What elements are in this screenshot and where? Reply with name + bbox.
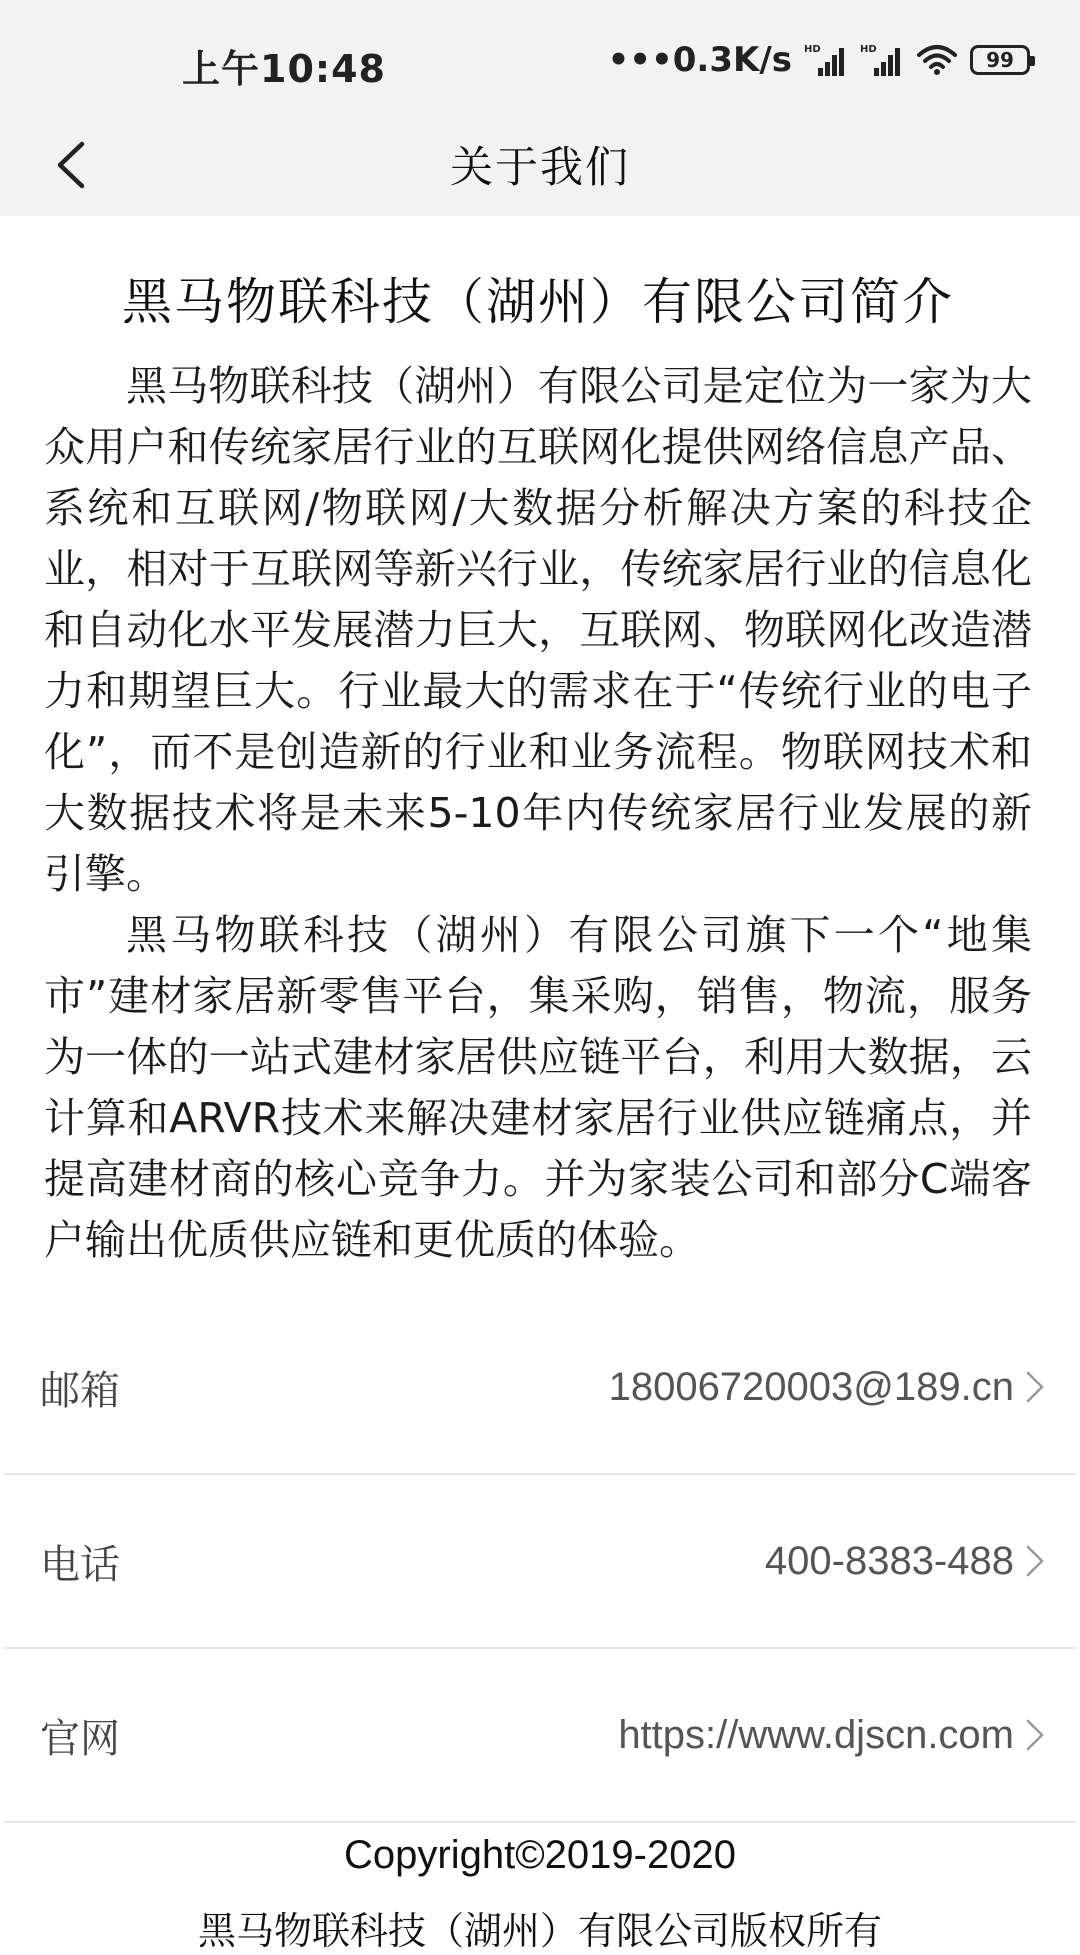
page-title: 关于我们 xyxy=(450,142,630,193)
chevron-right-icon xyxy=(1024,1715,1046,1755)
battery-level: 99 xyxy=(986,48,1014,72)
chevron-right-icon xyxy=(1024,1541,1046,1581)
signal-hd-icon xyxy=(804,42,848,78)
status-bar xyxy=(0,0,1080,112)
copyright-text: Copyright©2019-2020 xyxy=(344,1833,736,1877)
company-intro-title: 黑马物联科技（湖州）有限公司简介 xyxy=(122,273,954,331)
intro-paragraph-2: 黑马物联科技（湖州）有限公司旗下一个“地集市”建材家居新零售平台，集采购，销售，物流，服务为一体的一站式建材家居供应链平台，利用大数据，云计算和ARVR技术来解决建材家居行业供应链痛点，并提高建材商的核心竞争力。并为家装公司和部分C端客户输出优质供应链和更优质的体验。 xyxy=(44,911,1032,1264)
signal-hd-icon-2 xyxy=(860,42,904,78)
wifi-icon xyxy=(916,43,958,77)
email-value: 18006720003@189.cn xyxy=(608,1364,1014,1409)
footer xyxy=(0,1833,1080,1955)
chevron-left-icon xyxy=(54,140,88,190)
svg-text:HD: HD xyxy=(860,44,877,55)
contact-list xyxy=(0,1301,1080,1823)
website-value: https://www.djscn.com xyxy=(618,1712,1014,1757)
status-time: 上午10:48 xyxy=(182,47,386,91)
phone-value: 400-8383-488 xyxy=(764,1538,1014,1583)
email-row[interactable] xyxy=(4,1301,1076,1475)
phone-row[interactable] xyxy=(4,1475,1076,1649)
email-label: 邮箱 xyxy=(40,1367,120,1414)
battery-icon xyxy=(970,45,1030,75)
phone-label: 电话 xyxy=(40,1541,120,1588)
website-row[interactable] xyxy=(4,1649,1076,1823)
intro-paragraph-1: 黑马物联科技（湖州）有限公司是定位为一家为大众用户和传统家居行业的互联网化提供网络信息产品、系统和互联网/物联网/大数据分析解决方案的科技企业，相对于互联网等新兴行业，传统家居行业的信息化和自动化水平发展潜力巨大，互联网、物联网化改造潜力和期望巨大。行业最大的需求在于“传统行业的电子化”，而不是创造新的行业和业务流程。物联网技术和大数据技术将是未来5-10年内传统家居行业发展的新引擎。 xyxy=(44,362,1032,898)
about-content xyxy=(0,262,1080,1271)
copyright-owner: 黑马物联科技（湖州）有限公司版权所有 xyxy=(197,1909,882,1953)
svg-text:HD: HD xyxy=(804,44,821,55)
status-icons xyxy=(608,40,1030,80)
network-speed: •••0.3K/s xyxy=(607,40,792,80)
chevron-right-icon xyxy=(1024,1367,1046,1407)
back-button[interactable] xyxy=(36,130,106,200)
website-label: 官网 xyxy=(40,1715,120,1762)
nav-bar xyxy=(0,112,1080,216)
